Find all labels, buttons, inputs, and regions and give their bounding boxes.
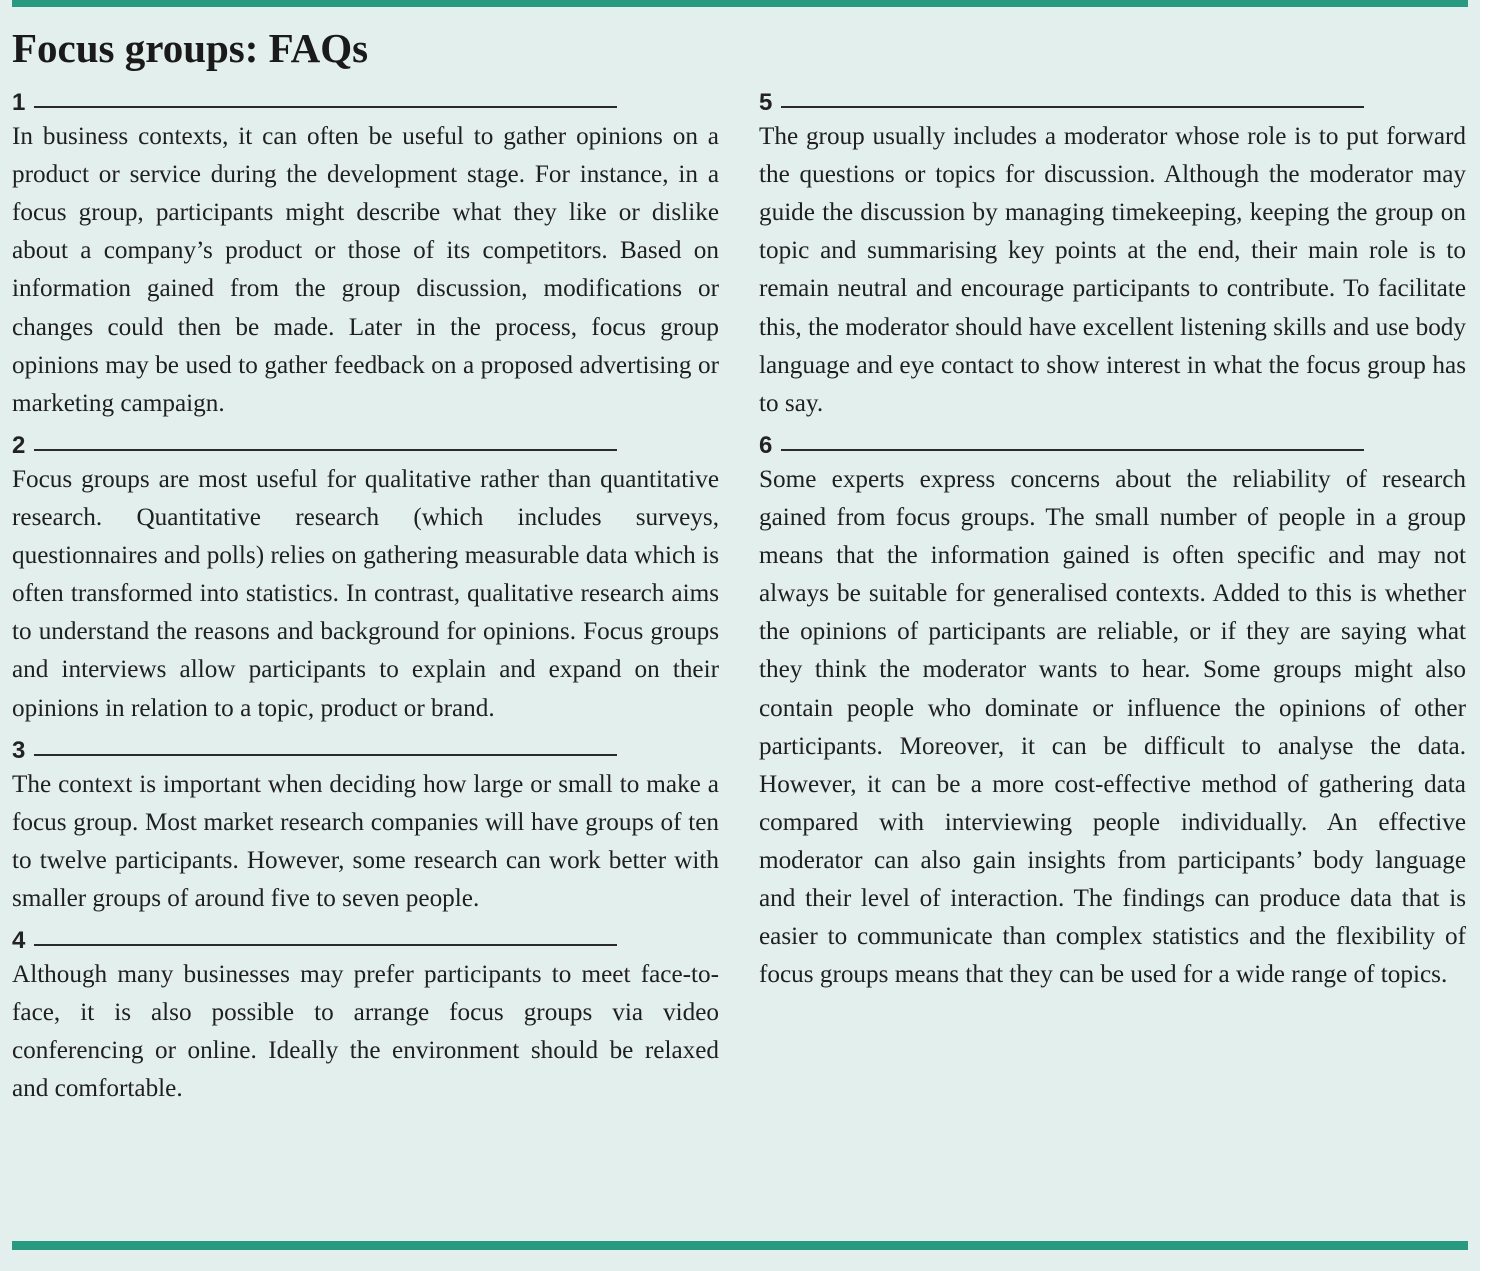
question-3-header <box>12 728 719 766</box>
right-column <box>759 80 1466 994</box>
question-number: 6 <box>759 431 773 459</box>
question-number: 1 <box>12 89 26 117</box>
bottom-rule <box>12 1241 1468 1250</box>
question-1-header <box>12 80 719 118</box>
question-6-header <box>759 423 1466 461</box>
top-rule <box>12 0 1468 7</box>
question-1-text: In business contexts, it can often be useful to gather opinions on a product or service during the development stage. For instance, in a focus group, participants might describe what they like or dislike about a company’s product or those of its competitors. Based on information gained from the group discussion, modifications or changes could then be made. Later in the process, focus group opinions may be used to gather feedback on a proposed advertising or marketing campaign. <box>12 123 719 417</box>
question-6-text: Some experts express concerns about the reliability of research gained from focus groups. The small number of people in a group means that the information gained is often specific and may not always be suitable for generalised contexts. Added to this is whether the opinions of participants are reliable, or if they are saying what they think the moderator wants to hear. Some groups might also contain people who dominate or influence the opinions of other participants. Moreover, it can be difficult to analyse the data. However, it can be a more cost-effective method of gathering data compared with interviewing people individually. An effective moderator can also gain insights from participants’ body language and their level of interaction. The findings can produce data that is easier to communicate than complex statistics and the flexibility of focus groups means that they can be used for a wide range of topics. <box>759 465 1466 989</box>
question-1-answer-blank[interactable] <box>34 106 617 108</box>
question-3-text: The context is important when deciding how large or small to make a focus group. Most market research companies will have groups of ten to twelve participants. However, some research can work better with smaller groups of around five to seven people. <box>12 770 719 912</box>
question-4-text: Although many businesses may prefer participants to meet face-to-face, it is also possible to arrange focus groups via video conferencing or online. Ideally the environment should be relaxed and comfortable. <box>12 961 719 1103</box>
question-number: 5 <box>759 89 773 117</box>
question-number: 4 <box>12 927 26 955</box>
question-5-text: The group usually includes a moderator whose role is to put forward the questions or topics for discussion. Although the moderator may guide the discussion by managing timekeeping, keeping the group on topic and summarising key points at the end, their main role is to remain neutral and encourage participants to contribute. To facilitate this, the moderator should have excellent listening skills and use body language and eye contact to show interest in what the focus group has to say. <box>759 123 1466 417</box>
question-6-answer-blank[interactable] <box>781 449 1364 451</box>
page-title: Focus groups: FAQs <box>12 25 369 71</box>
question-3-answer-blank[interactable] <box>34 754 617 756</box>
left-column <box>12 80 719 1109</box>
question-2-text: Focus groups are most useful for qualitative rather than quantitative research. Quantitative research (which includes surveys, questionnaires and polls) relies on gathering measurable data which is often transformed into statistics. In contrast, qualitative research aims to understand the reasons and background for opinions. Focus groups and interviews allow participants to explain and expand on their opinions in relation to a topic, product or brand. <box>12 465 719 722</box>
question-4-header <box>12 918 719 956</box>
question-2-header <box>12 423 719 461</box>
question-number: 2 <box>12 431 26 459</box>
question-5-answer-blank[interactable] <box>781 106 1364 108</box>
question-number: 3 <box>12 736 26 764</box>
question-4-answer-blank[interactable] <box>34 944 617 946</box>
question-5-header <box>759 80 1466 118</box>
question-2-answer-blank[interactable] <box>34 449 617 451</box>
